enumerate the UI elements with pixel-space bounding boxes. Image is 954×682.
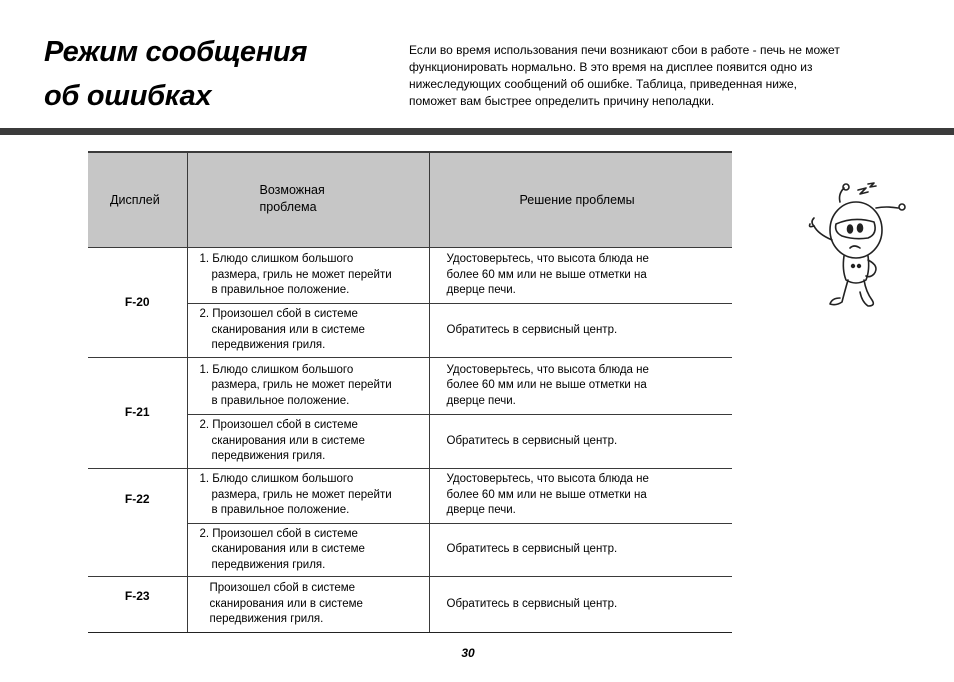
problem-cell [187, 523, 429, 577]
problem-line: передвижения гриля. [211, 450, 326, 462]
error-code: F-20 [88, 248, 187, 358]
solution-line: более 60 мм или не выше отметки на [446, 488, 647, 501]
solution-cell [429, 523, 732, 577]
intro-line: нижеследующих сообщений об ошибке. Таблица, приведенная ниже, [409, 77, 798, 91]
page-number: 30 [461, 646, 475, 660]
header-problem [187, 152, 429, 248]
header-problem-line: проблема [259, 200, 317, 214]
intro-line: функционировать нормально. В это время на дисплее появится одно из [409, 60, 813, 74]
solution-line: Обратитесь в сервисный центр. [446, 543, 618, 555]
problem-line: размера, гриль не может перейти [211, 488, 392, 501]
table-row [88, 248, 732, 304]
solution-line: более 60 мм или не выше отметки на [446, 268, 647, 281]
error-code: F-21 [88, 358, 187, 469]
problem-line: Произошел сбой в системе [209, 582, 356, 595]
solution-line: Обратитесь в сервисный центр. [446, 323, 618, 336]
problem-cell [187, 468, 429, 523]
solution-cell [429, 358, 732, 415]
solution-line: дверце печи. [446, 394, 516, 407]
table-row [88, 577, 732, 633]
problem-line: передвижения гриля. [211, 558, 326, 571]
problem-line: 2. Произошел сбой в системе [199, 308, 358, 321]
solution-cell [429, 415, 732, 469]
intro-line: Если во время использования печи возникают сбои в работе - печь не может [409, 43, 840, 57]
problem-line: сканирования или в системе [209, 597, 363, 610]
solution-cell [429, 304, 732, 358]
solution-cell [429, 468, 732, 523]
problem-cell [187, 304, 429, 358]
solution-cell [429, 248, 732, 304]
problem-line: в правильное положение. [211, 394, 350, 407]
cartoon-character-icon [806, 182, 906, 312]
problem-line: передвижения гриля. [209, 613, 324, 626]
header-display: Дисплей [88, 152, 187, 248]
table-row [88, 468, 732, 523]
problem-line: 2. Произошел сбой в системе [199, 527, 358, 540]
problem-line: 1. Блюдо слишком большого [199, 253, 354, 266]
problem-line: размера, гриль не может перейти [211, 379, 392, 392]
problem-line: в правильное положение. [211, 504, 350, 517]
problem-line: сканирования или в системе [211, 543, 365, 555]
intro-line: поможет вам быстрее определить причину неполадки. [409, 94, 715, 108]
title-line-2: об ошибках [44, 80, 212, 112]
page-title [44, 30, 384, 118]
problem-line: передвижения гриля. [211, 339, 326, 352]
problem-line: 1. Блюдо слишком большого [199, 363, 354, 376]
solution-line: Удостоверьтесь, что высота блюда не [446, 473, 649, 486]
solution-cell [429, 577, 732, 633]
solution-line: дверце печи. [446, 284, 516, 297]
problem-line: сканирования или в системе [211, 434, 365, 447]
error-table [88, 151, 732, 633]
error-code: F-22 [88, 468, 187, 577]
solution-line: более 60 мм или не выше отметки на [446, 379, 647, 392]
problem-cell [187, 358, 429, 415]
solution-line: Обратитесь в сервисный центр. [446, 434, 618, 447]
solution-line: Удостоверьтесь, что высота блюда не [446, 363, 649, 376]
header-divider [0, 128, 954, 135]
title-line-1: Режим сообщения [44, 36, 308, 68]
solution-line: дверце печи. [446, 504, 516, 517]
problem-line: 2. Произошел сбой в системе [199, 419, 358, 431]
problem-cell [187, 415, 429, 469]
solution-line: Обратитесь в сервисный центр. [446, 597, 618, 610]
error-code: F-23 [88, 577, 187, 633]
header-solution: Решение проблемы [429, 152, 732, 248]
intro-paragraph [409, 42, 889, 110]
table-row [88, 358, 732, 415]
problem-line: сканирования или в системе [211, 323, 365, 336]
problem-cell [187, 577, 429, 633]
table-header-row [88, 152, 732, 248]
problem-line: размера, гриль не может перейти [211, 268, 392, 281]
header-problem-line: Возможная [259, 183, 325, 197]
problem-cell [187, 248, 429, 304]
solution-line: Удостоверьтесь, что высота блюда не [446, 253, 649, 266]
problem-line: в правильное положение. [211, 284, 350, 297]
problem-line: 1. Блюдо слишком большого [199, 473, 354, 486]
